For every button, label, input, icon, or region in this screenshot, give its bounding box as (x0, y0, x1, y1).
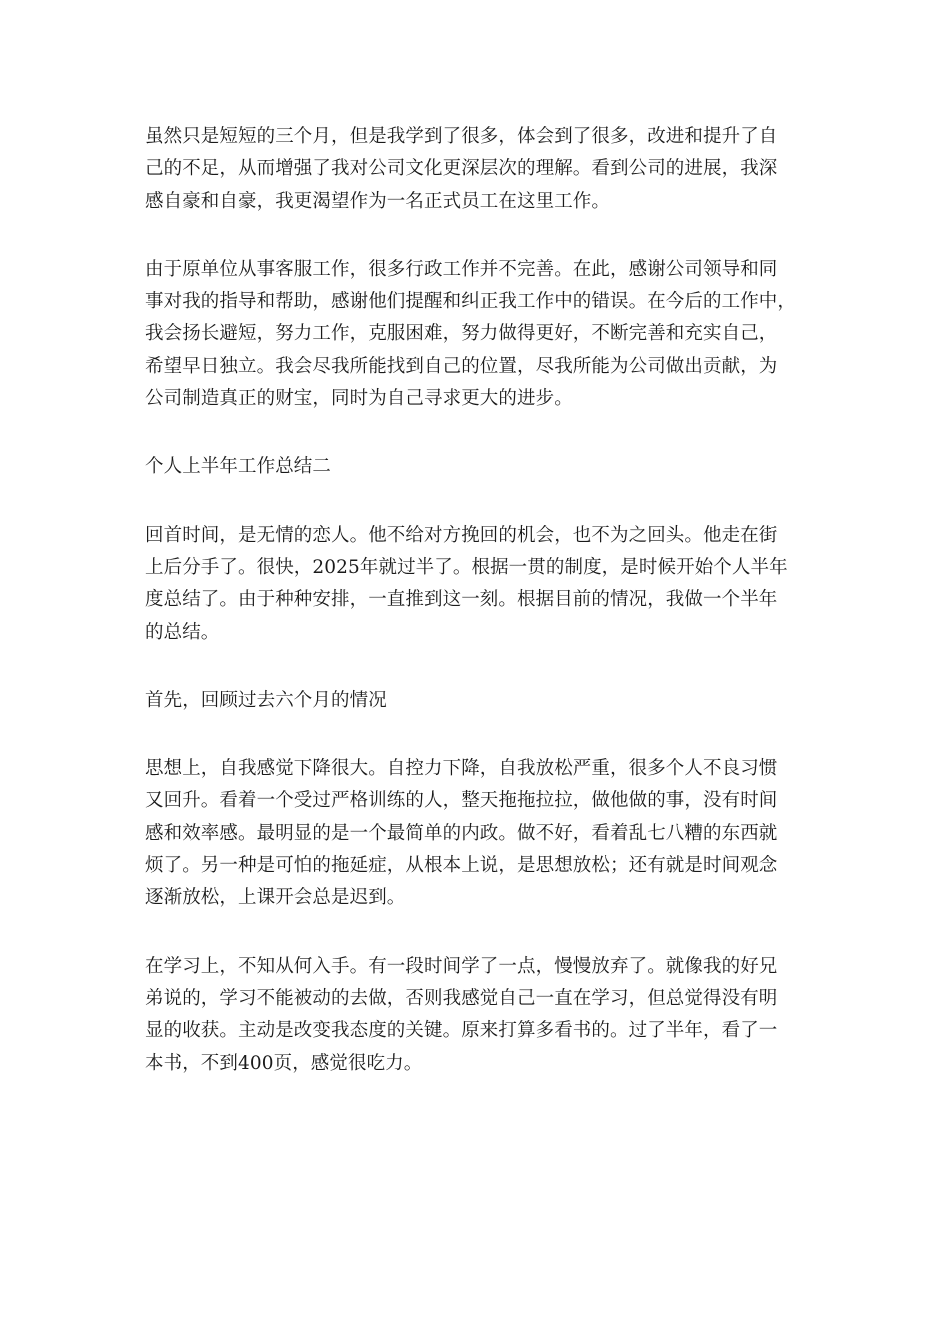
text-line: 首先，回顾过去六个月的情况 (145, 689, 387, 711)
text-line: 个人上半年工作总结二 (145, 456, 332, 478)
text-line: 己的不足，从而增强了我对公司文化更深层次的理解。看到公司的进展，我深 (145, 158, 778, 180)
section-heading (145, 685, 807, 717)
document-body (145, 121, 807, 1080)
text-line: 感自豪和自豪，我更渴望作为一名正式员工在这里工作。 (145, 190, 611, 212)
paragraph-gap (145, 717, 807, 753)
text-line: 思想上，自我感觉下降很大。自控力下降，自我放松严重，很多个人不良习惯 (145, 758, 778, 780)
text-line: 上后分手了。很快，2025年就过半了。根据一贯的制度，是时候开始个人半年 (145, 556, 788, 578)
text-line: 弟说的，学习不能被动的去做，否则我感觉自己一直在学习，但总觉得没有明 (145, 987, 778, 1009)
paragraph-gap (145, 484, 807, 520)
paragraph-gap (145, 649, 807, 685)
text-line: 感和效率感。最明显的是一个最简单的内政。做不好，看着乱七八糟的东西就 (145, 822, 778, 844)
text-line: 本书，不到400页，感觉很吃力。 (145, 1052, 423, 1074)
paragraph (145, 254, 807, 415)
paragraph (145, 753, 807, 914)
section-heading (145, 451, 807, 483)
text-line: 事对我的指导和帮助，感谢他们提醒和纠正我工作中的错误。在今后的工作中， (145, 291, 797, 313)
paragraph-gap (145, 218, 807, 254)
text-line: 显的收获。主动是改变我态度的关键。原来打算多看书的。过了半年，看了一 (145, 1020, 778, 1042)
text-line: 我会扬长避短，努力工作，克服困难，努力做得更好，不断完善和充实自己， (145, 323, 778, 345)
text-line: 希望早日独立。我会尽我所能找到自己的位置，尽我所能为公司做出贡献，为 (145, 355, 778, 377)
text-line: 由于原单位从事客服工作，很多行政工作并不完善。在此，感谢公司领导和同 (145, 258, 778, 280)
text-line: 逐渐放松，上课开会总是迟到。 (145, 887, 406, 909)
paragraph (145, 121, 807, 218)
text-line: 公司制造真正的财宝，同时为自己寻求更大的进步。 (145, 388, 573, 410)
paragraph (145, 951, 807, 1080)
text-line: 回首时间，是无情的恋人。他不给对方挽回的机会，也不为之回头。他走在街 (145, 524, 778, 546)
paragraph-gap (145, 415, 807, 451)
text-line: 在学习上，不知从何入手。有一段时间学了一点，慢慢放弃了。就像我的好兄 (145, 955, 778, 977)
text-line: 度总结了。由于种种安排，一直推到这一刻。根据目前的情况，我做一个半年 (145, 589, 778, 611)
text-line: 烦了。另一种是可怕的拖延症，从根本上说，是思想放松；还有就是时间观念 (145, 855, 778, 877)
paragraph (145, 520, 807, 649)
text-line: 的总结。 (145, 621, 220, 643)
text-line: 又回升。看着一个受过严格训练的人，整天拖拖拉拉，做他做的事，没有时间 (145, 790, 778, 812)
paragraph-gap (145, 915, 807, 951)
text-line: 虽然只是短短的三个月，但是我学到了很多，体会到了很多，改进和提升了自 (145, 126, 778, 147)
